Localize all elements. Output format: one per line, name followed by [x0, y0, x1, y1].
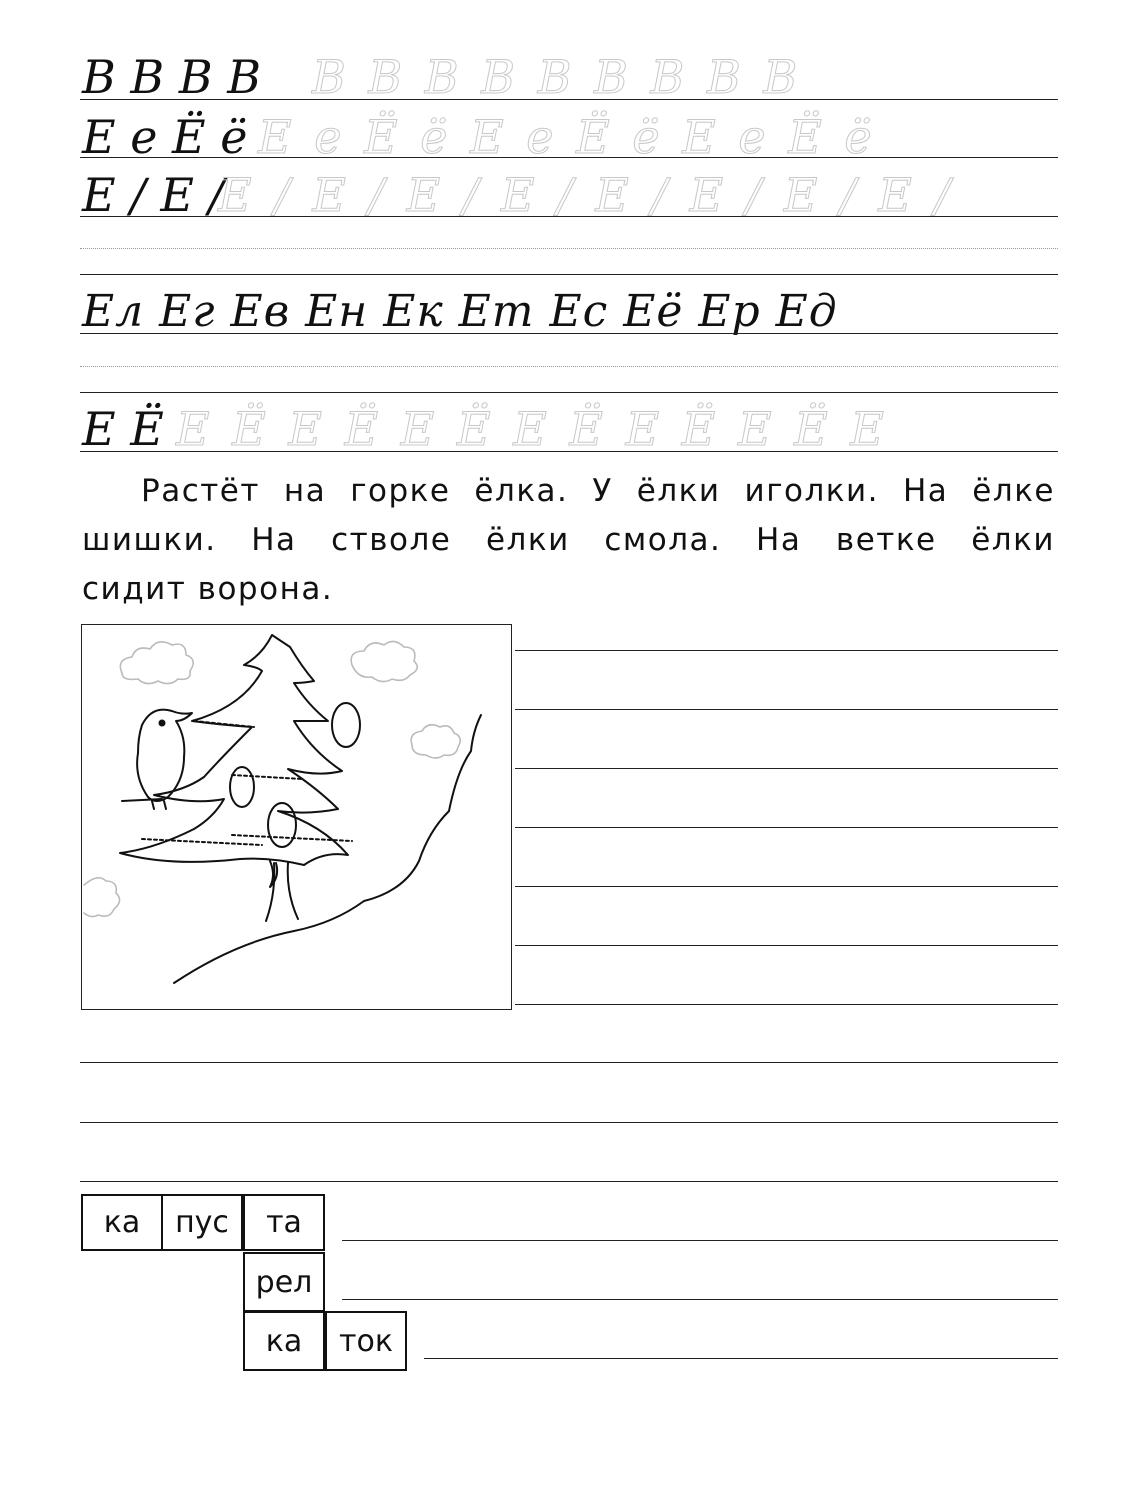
copybook-sample-row1: B B B B [82, 50, 262, 104]
cloud-shape [120, 642, 193, 684]
syllable-box: та [243, 1194, 325, 1251]
writing-line [515, 650, 1058, 651]
writing-line [515, 886, 1058, 887]
hill-line [174, 715, 481, 983]
copybook-trace-row1: B B B B B B B B B [312, 50, 802, 104]
writing-line [80, 333, 1058, 334]
tree-trunk [266, 863, 298, 921]
fir-tree-illustration [82, 625, 509, 1007]
illustration-frame [81, 624, 512, 1010]
copybook-trace-row2: Е е Ё ё Е е Ё ё Е е Ё ё [258, 110, 876, 164]
writing-line [515, 945, 1058, 946]
writing-line [80, 157, 1058, 158]
copybook-trace-row3: Е / Е / Е / Е / Е / Е / Е / Е / [218, 168, 954, 222]
pine-cone [230, 767, 254, 807]
reading-text-line3: сидит ворона. [82, 571, 334, 607]
syllable-box: пус [161, 1194, 243, 1251]
writing-line [515, 768, 1058, 769]
writing-line [80, 216, 1058, 217]
pine-cone [268, 803, 296, 847]
writing-line [80, 451, 1058, 452]
dotted-guide-line [80, 248, 1058, 249]
writing-line [80, 1062, 1058, 1063]
dotted-guide-line [80, 366, 1058, 367]
cloud-shape [351, 641, 417, 681]
writing-line [424, 1358, 1058, 1359]
copybook-sample-row2: Е е Ё ё [82, 110, 248, 164]
writing-line [342, 1299, 1058, 1300]
pine-cone [332, 703, 360, 747]
writing-line [80, 392, 1058, 393]
copybook-trace-row5: Е Ё Е Ё Е Ё Е Ё Е Ё Е Ё Е [176, 402, 888, 456]
cloud-shape [411, 725, 460, 758]
writing-line [515, 1004, 1058, 1005]
writing-line [80, 99, 1058, 100]
tree-outline [120, 635, 348, 865]
reading-text-line1: Растёт на горке ёлка. У ёлки иголки. На ёлке [141, 473, 1055, 509]
writing-line [342, 1240, 1058, 1241]
copybook-sample-row4: Ел Ег Ев Ен Ек Ет Ес Её Ер Ед [82, 286, 838, 337]
copybook-sample-row5: Е Ё [82, 402, 164, 456]
writing-line [515, 827, 1058, 828]
syllable-box: ток [325, 1311, 407, 1371]
writing-line [80, 1122, 1058, 1123]
syllable-box: ка [81, 1194, 163, 1251]
writing-line [80, 274, 1058, 275]
syllable-box: ка [243, 1311, 325, 1371]
writing-line [80, 1181, 1058, 1182]
writing-line [515, 709, 1058, 710]
cloud-shape [84, 878, 120, 917]
copybook-sample-row3: Е / Е / [82, 168, 225, 222]
reading-text-line2: шишки. На стволе ёлки смола. На ветке ёлки [82, 522, 1055, 558]
syllable-box: рел [243, 1252, 325, 1312]
